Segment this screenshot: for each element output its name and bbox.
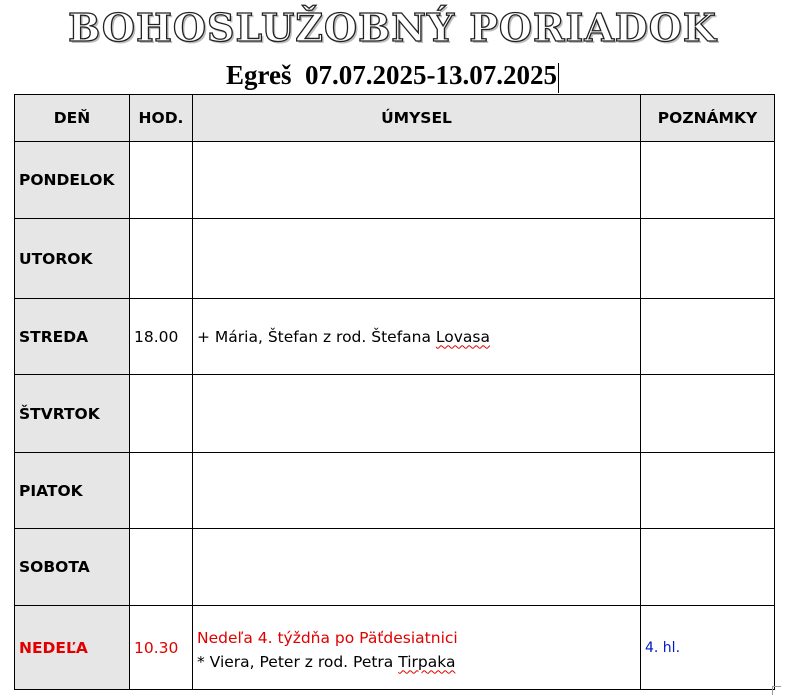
text-cursor bbox=[558, 63, 559, 93]
notes-cell bbox=[641, 375, 775, 453]
day-cell: PONDELOK bbox=[15, 142, 130, 219]
hour-cell bbox=[130, 219, 193, 299]
hour-cell: 18.00 bbox=[130, 299, 193, 375]
intention-cell bbox=[193, 375, 641, 453]
hour-cell: 10.30 bbox=[130, 606, 193, 690]
day-cell: PIATOK bbox=[15, 453, 130, 529]
hour-cell bbox=[130, 453, 193, 529]
schedule-table bbox=[14, 94, 775, 690]
intention-cell bbox=[193, 453, 641, 529]
day-cell: STREDA bbox=[15, 299, 130, 375]
day-cell: ŠTVRTOK bbox=[15, 375, 130, 453]
notes-cell bbox=[641, 142, 775, 219]
table-row bbox=[15, 529, 775, 606]
table-row bbox=[15, 375, 775, 453]
intention-cell bbox=[193, 606, 641, 690]
notes-cell bbox=[641, 453, 775, 529]
notes-cell bbox=[641, 219, 775, 299]
intention-line bbox=[197, 653, 636, 671]
header-day: DEŇ bbox=[15, 95, 130, 142]
table-row bbox=[15, 219, 775, 299]
intention-title: Nedeľa 4. týždňa po Päťdesiatnici bbox=[197, 628, 458, 647]
table-row bbox=[15, 299, 775, 375]
page-subtitle bbox=[0, 58, 785, 92]
intention-cell bbox=[193, 142, 641, 219]
intention-name: Tirpaka bbox=[398, 652, 456, 671]
day-cell: SOBOTA bbox=[15, 529, 130, 606]
intention-name: Lovasa bbox=[435, 327, 490, 346]
date-range: Egreš 07.07.2025-13.07.2025 bbox=[226, 60, 557, 90]
table-row bbox=[15, 142, 775, 219]
intention-cell bbox=[193, 529, 641, 606]
hour-cell bbox=[130, 529, 193, 606]
hour-cell bbox=[130, 375, 193, 453]
intention-cell bbox=[193, 299, 641, 375]
header-notes: POZNÁMKY bbox=[641, 95, 775, 142]
header-intention: ÚMYSEL bbox=[193, 95, 641, 142]
header-hour: HOD. bbox=[130, 95, 193, 142]
table-row bbox=[15, 453, 775, 529]
hour-cell bbox=[130, 142, 193, 219]
page-title: BOHOSLUŽOBNÝ PORIADOK bbox=[68, 5, 717, 50]
notes-cell bbox=[641, 299, 775, 375]
intention-cell bbox=[193, 219, 641, 299]
intention-text: + Mária, Štefan z rod. Štefana bbox=[197, 327, 436, 346]
intention-text: * Viera, Peter z rod. Petra bbox=[197, 652, 399, 671]
notes-cell: 4. hl. bbox=[641, 606, 775, 690]
notes-cell bbox=[641, 529, 775, 606]
table-row bbox=[15, 606, 775, 690]
page-corner-mark bbox=[772, 686, 781, 695]
day-cell: UTOROK bbox=[15, 219, 130, 299]
day-cell: NEDEĽA bbox=[15, 606, 130, 690]
header-row bbox=[15, 95, 775, 142]
